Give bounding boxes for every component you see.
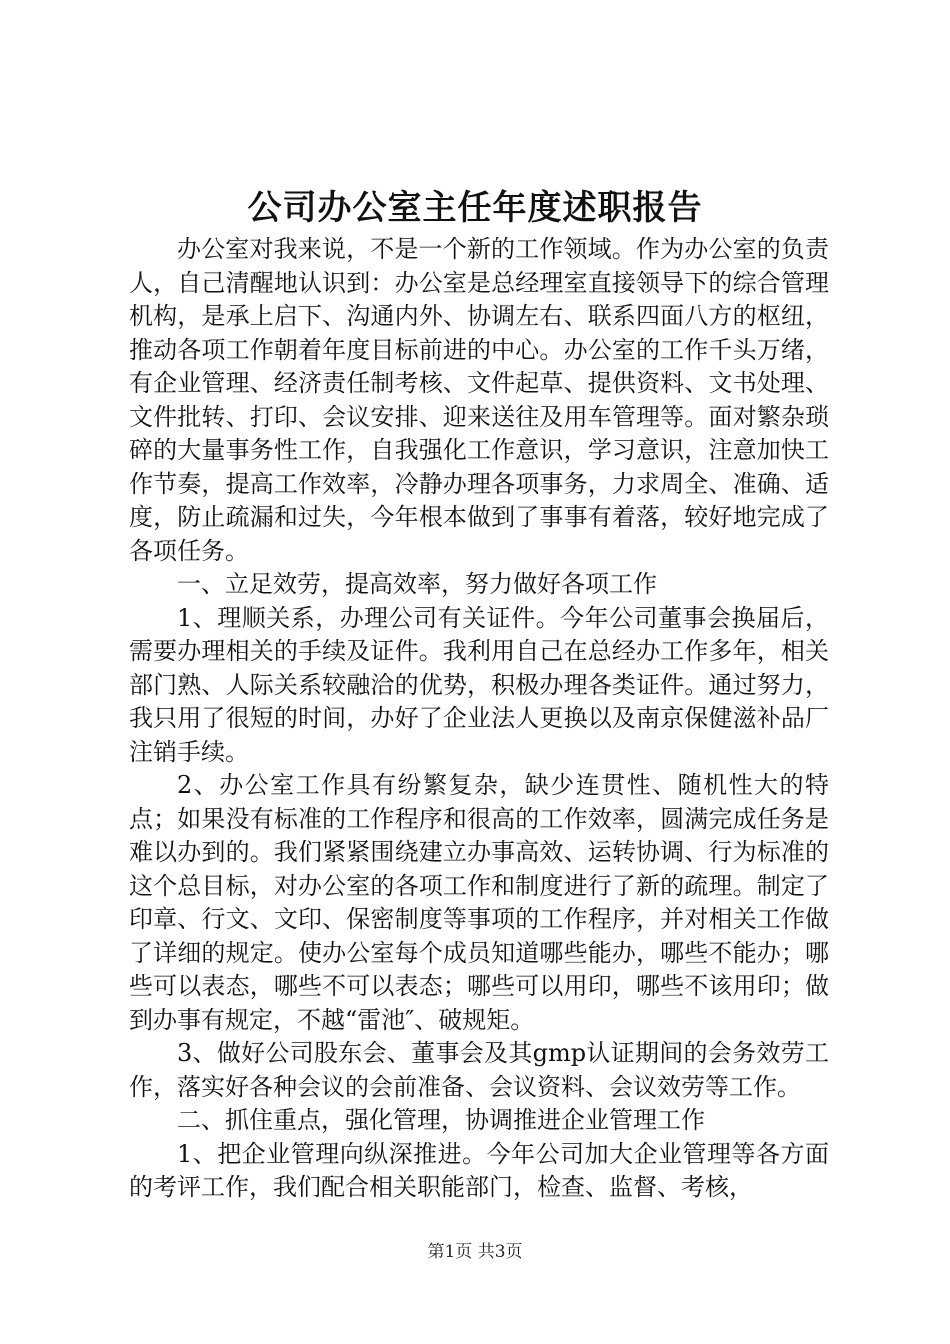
section-heading-1: 一、立足效劳，提高效率，努力做好各项工作 <box>177 570 657 598</box>
paragraph-2-1: 1、把企业管理向纵深推进。今年公司加大企业管理等各方面的考评工作，我们配合相关职能部门，检查、监督、考核， <box>129 1139 829 1201</box>
paragraph-1-1: 1、理顺关系，办理公司有关证件。今年公司董事会换届后，需要办理相关的手续及证件。我利用自己在总经办工作多年，相关部门熟、人际关系较融洽的优势，积极办理各类证件。通过努力，我只用了很短的时间，办好了企业法人更换以及南京保健滋补品厂注销手续。 <box>129 603 829 766</box>
section-heading-2: 二、抓住重点，强化管理，协调推进企业管理工作 <box>177 1106 705 1134</box>
paragraph-intro: 办公室对我来说，不是一个新的工作领域。作为办公室的负责人，自己清醒地认识到：办公室是总经理室直接领导下的综合管理机构，是承上启下、沟通内外、协调左右、联系四面八方的枢纽，推动各项工作朝着年度目标前进的中心。办公室的工作千头万绪，有企业管理、经济责任制考核、文件起草、提供资料、文书处理、文件批转、打印、会议安排、迎来送往及用车管理等。面对繁杂琐碎的大量事务性工作，自我强化工作意识，学习意识，注意加快工作节奏，提高工作效率，冷静办理各项事务，力求周全、准确、适度，防止疏漏和过失，今年根本做到了事事有着落，较好地完成了各项任务。 <box>129 235 829 565</box>
paragraph-1-3: 3、做好公司股东会、董事会及其gmp认证期间的会务效劳工作，落实好各种会议的会前准备、会议资料、会议效劳等工作。 <box>129 1039 829 1101</box>
page-indicator: 第1页 共3页 <box>427 1242 523 1262</box>
paragraph-1-2: 2、办公室工作具有纷繁复杂，缺少连贯性、随机性大的特点；如果没有标准的工作程序和很高的工作效率，圆满完成任务是难以办到的。我们紧紧围绕建立办事高效、运转协调、行为标准的这个总目标，对办公室的各项工作和制度进行了新的疏理。制定了印章、行文、文印、保密制度等事项的工作程序，并对相关工作做了详细的规定。使办公室每个成员知道哪些能办，哪些不能办；哪些可以表态，哪些不可以表态；哪些可以用印，哪些不该用印；做到办事有规定，不越“雷池″、破规矩。 <box>129 771 829 1034</box>
document-body <box>129 233 829 1205</box>
document-title: 公司办公室主任年度述职报告 <box>247 188 703 228</box>
